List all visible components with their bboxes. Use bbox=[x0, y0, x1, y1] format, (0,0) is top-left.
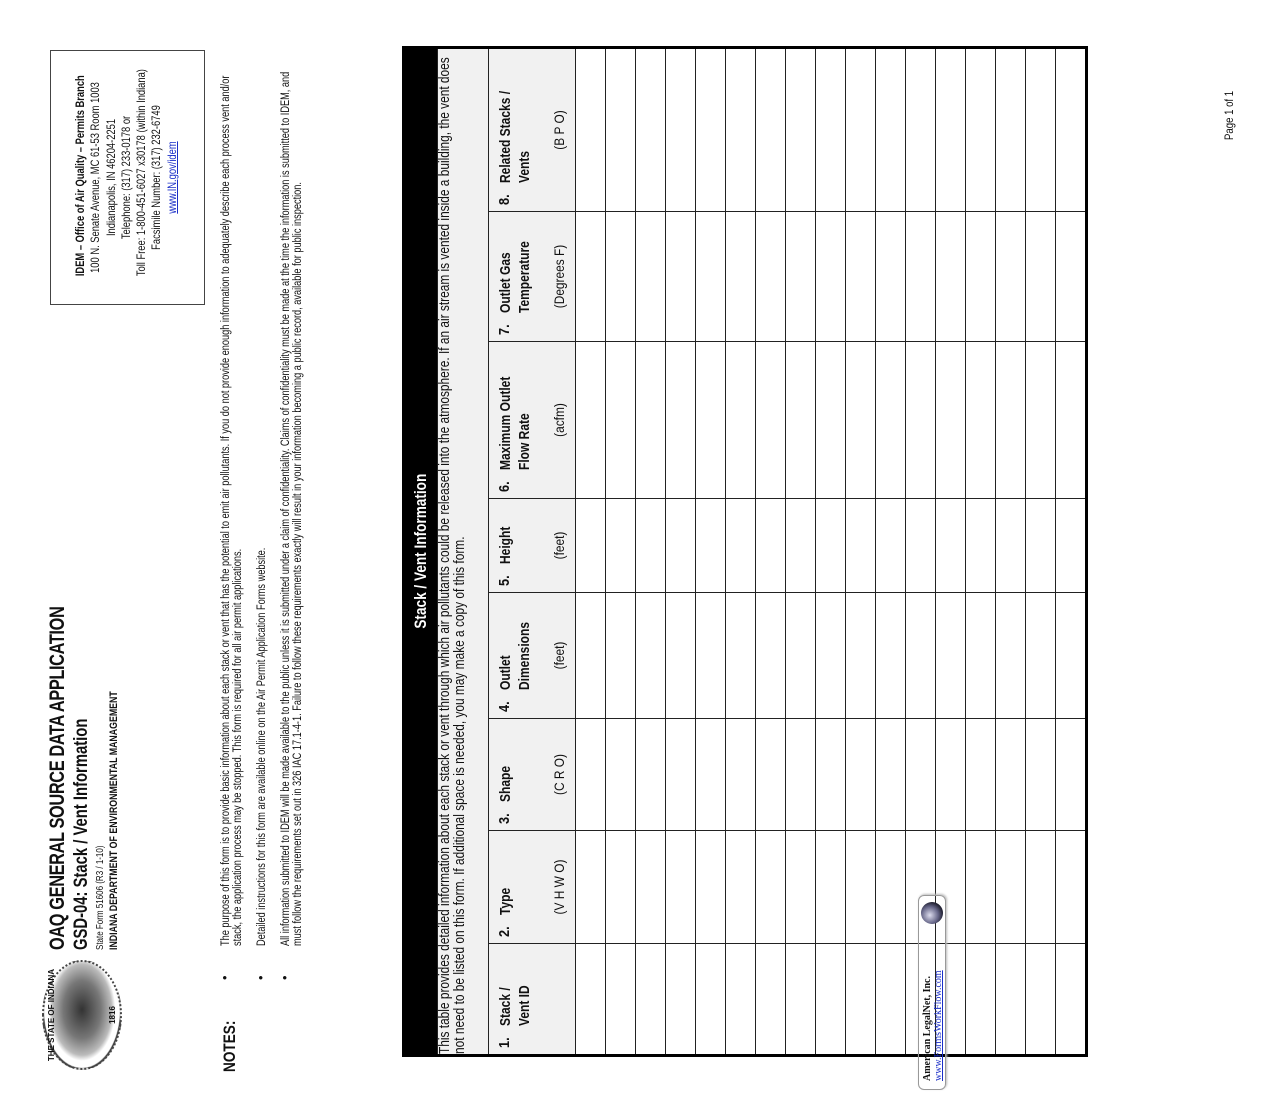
table-cell-input[interactable] bbox=[726, 212, 756, 342]
table-cell-input[interactable] bbox=[936, 47, 966, 211]
table-cell-input[interactable] bbox=[816, 499, 846, 593]
table-cell-input[interactable] bbox=[1026, 212, 1056, 342]
table-cell-input[interactable] bbox=[636, 499, 666, 593]
table-cell-input[interactable] bbox=[756, 47, 786, 211]
contact-fax: Facsimile Number: (317) 232-6749 bbox=[149, 105, 164, 250]
table-cell-input[interactable] bbox=[636, 342, 666, 499]
note-text: Detailed instructions for this form are available online on the Air Permit Application Forms website. bbox=[256, 547, 268, 946]
table-cell-input[interactable] bbox=[906, 342, 936, 499]
column-label: Shape bbox=[497, 765, 514, 802]
table-cell-input[interactable] bbox=[756, 212, 786, 342]
table-cell-input[interactable] bbox=[876, 593, 906, 719]
table-cell-input[interactable] bbox=[816, 719, 846, 831]
table-cell-input[interactable] bbox=[906, 593, 936, 719]
table-cell-input[interactable] bbox=[876, 719, 906, 831]
table-cell-input[interactable] bbox=[906, 719, 936, 831]
table-cell-input[interactable] bbox=[636, 944, 666, 1056]
stack-vent-table bbox=[402, 46, 1088, 1057]
american-legalnet-logo[interactable] bbox=[918, 895, 946, 1090]
table-row bbox=[786, 47, 816, 1055]
table-cell-input[interactable] bbox=[576, 719, 606, 831]
table-cell-input[interactable] bbox=[756, 831, 786, 944]
table-description bbox=[438, 47, 489, 1055]
column-label: Outlet Dimensions bbox=[497, 621, 533, 690]
table-cell-input[interactable] bbox=[936, 342, 966, 499]
note-item bbox=[277, 30, 304, 980]
form-title-block bbox=[46, 390, 120, 950]
column-number: 3. bbox=[496, 813, 513, 824]
table-cell-input[interactable] bbox=[996, 342, 1026, 499]
table-cell-input[interactable] bbox=[636, 47, 666, 211]
table-cell-input[interactable] bbox=[846, 944, 876, 1056]
table-cell-input[interactable] bbox=[996, 212, 1026, 342]
table-cell-input[interactable] bbox=[636, 831, 666, 944]
table-cell-input[interactable] bbox=[936, 212, 966, 342]
table-cell-input[interactable] bbox=[696, 719, 726, 831]
column-label: Maximum Outlet Flow Rate bbox=[497, 376, 533, 470]
publisher-name: American LegalNet, Inc. bbox=[922, 976, 933, 1081]
indiana-state-seal-icon bbox=[42, 960, 122, 1070]
table-cell-input[interactable] bbox=[606, 212, 636, 342]
table-cell-input[interactable] bbox=[726, 47, 756, 211]
table-cell-input[interactable] bbox=[966, 47, 996, 211]
column-header bbox=[489, 719, 576, 831]
contact-heading: IDEM – Office of Air Quality – Permits Branch bbox=[73, 75, 87, 277]
table-cell-input[interactable] bbox=[666, 47, 696, 211]
table-cell-input[interactable] bbox=[726, 593, 756, 719]
table-cell-input[interactable] bbox=[756, 499, 786, 593]
table-row bbox=[756, 47, 786, 1055]
table-title: Stack / Vent Information bbox=[411, 474, 430, 629]
table-cell-input[interactable] bbox=[996, 944, 1026, 1056]
note-item bbox=[217, 30, 244, 980]
table-cell-input[interactable] bbox=[576, 47, 606, 211]
table-cell-input[interactable] bbox=[606, 831, 636, 944]
table-cell-input[interactable] bbox=[996, 47, 1026, 211]
column-header bbox=[489, 342, 576, 499]
column-header bbox=[489, 944, 576, 1056]
page-number: Page 1 of 1 bbox=[1222, 90, 1236, 140]
column-number: 6. bbox=[496, 481, 513, 492]
table-cell-input[interactable] bbox=[606, 593, 636, 719]
form-subtitle: GSD-04: Stack / Vent Information bbox=[71, 718, 92, 950]
table-cell-input[interactable] bbox=[726, 499, 756, 593]
table-cell-input[interactable] bbox=[846, 593, 876, 719]
table-row bbox=[726, 47, 756, 1055]
column-header bbox=[489, 499, 576, 593]
column-number: 7. bbox=[496, 324, 513, 335]
table-row bbox=[666, 47, 696, 1055]
table-description-text: This table provides detailed information about each stack or vent through which air pollutants could be released into the atmosphere. If an air stream is vented inside a building, the vent does not need to be listed on this form. If additional space is needed, you may make a copy of this form. bbox=[437, 57, 468, 1054]
column-label: Height bbox=[497, 526, 514, 564]
table-row bbox=[1026, 47, 1056, 1055]
table-cell-input[interactable] bbox=[876, 47, 906, 211]
table-cell-input[interactable] bbox=[1026, 342, 1056, 499]
table-cell-input[interactable] bbox=[1056, 212, 1087, 342]
table-cell-input[interactable] bbox=[786, 944, 816, 1056]
table-cell-input[interactable] bbox=[966, 342, 996, 499]
table-cell-input[interactable] bbox=[636, 719, 666, 831]
table-cell-input[interactable] bbox=[996, 499, 1026, 593]
column-number: 2. bbox=[496, 926, 513, 937]
table-cell-input[interactable] bbox=[696, 831, 726, 944]
table-cell-input[interactable] bbox=[1026, 719, 1056, 831]
table-cell-input[interactable] bbox=[876, 499, 906, 593]
table-cell-input[interactable] bbox=[786, 719, 816, 831]
column-label: Outlet Gas Temperature bbox=[497, 241, 533, 313]
column-label: Related Stacks / Vents bbox=[497, 90, 533, 183]
column-unit: (acfm) bbox=[551, 403, 567, 437]
column-label: Type bbox=[497, 887, 514, 915]
table-cell-input[interactable] bbox=[966, 212, 996, 342]
table-cell-input[interactable] bbox=[696, 212, 726, 342]
note-item bbox=[253, 30, 268, 980]
table-cell-input[interactable] bbox=[696, 342, 726, 499]
table-cell-input[interactable] bbox=[876, 212, 906, 342]
table-cell-input[interactable] bbox=[816, 831, 846, 944]
table-row bbox=[876, 47, 906, 1055]
table-cell-input[interactable] bbox=[756, 593, 786, 719]
column-number: 4. bbox=[496, 701, 513, 712]
table-cell-input[interactable] bbox=[606, 499, 636, 593]
globe-icon bbox=[921, 902, 943, 924]
table-cell-input[interactable] bbox=[636, 212, 666, 342]
table-cell-input[interactable] bbox=[876, 944, 906, 1056]
table-cell-input[interactable] bbox=[846, 47, 876, 211]
table-cell-input[interactable] bbox=[1026, 47, 1056, 211]
table-cell-input[interactable] bbox=[666, 593, 696, 719]
table-cell-input[interactable] bbox=[1026, 593, 1056, 719]
column-header bbox=[489, 593, 576, 719]
table-cell-input[interactable] bbox=[1026, 944, 1056, 1056]
table-cell-input[interactable] bbox=[846, 499, 876, 593]
table-cell-input[interactable] bbox=[846, 212, 876, 342]
table-cell-input[interactable] bbox=[576, 212, 606, 342]
table-row bbox=[996, 47, 1026, 1055]
table-cell-input[interactable] bbox=[966, 499, 996, 593]
table-cell-input[interactable] bbox=[816, 593, 846, 719]
note-text: The purpose of this form is to provide basic information about each stack or vent that has the potential to emit air pollutants. If you do not provide enough information to adequately describe each process vent and/or stack, the application process may be stopped. This form is required for all air permit applications. bbox=[220, 75, 244, 946]
table-cell-input[interactable] bbox=[756, 342, 786, 499]
table-cell-input[interactable] bbox=[906, 47, 936, 211]
table-cell-input[interactable] bbox=[606, 342, 636, 499]
notes-list bbox=[217, 30, 316, 980]
table-cell-input[interactable] bbox=[996, 593, 1026, 719]
table-cell-input[interactable] bbox=[726, 944, 756, 1056]
table-cell-input[interactable] bbox=[876, 342, 906, 499]
table-cell-input[interactable] bbox=[816, 944, 846, 1056]
table-cell-input[interactable] bbox=[966, 944, 996, 1056]
contact-city: Indianapolis, IN 46204-2251 bbox=[103, 118, 118, 237]
column-unit: (B P O) bbox=[551, 110, 567, 150]
contact-toll-free: Toll Free: 1-800-451-6027 x30178 (within Indiana) bbox=[134, 69, 149, 277]
seal-top-text: THE STATE OF INDIANA bbox=[47, 968, 56, 1062]
table-cell-input[interactable] bbox=[786, 342, 816, 499]
table-cell-input[interactable] bbox=[1056, 719, 1087, 831]
table-cell-input[interactable] bbox=[846, 342, 876, 499]
contact-address: 100 N. Senate Avenue, MC 61-53 Room 1003 bbox=[88, 82, 103, 273]
table-cell-input[interactable] bbox=[846, 831, 876, 944]
table-cell-input[interactable] bbox=[966, 719, 996, 831]
table-cell-input[interactable] bbox=[786, 212, 816, 342]
column-unit: (C R O) bbox=[551, 754, 567, 795]
table-cell-input[interactable] bbox=[696, 944, 726, 1056]
table-cell-input[interactable] bbox=[666, 719, 696, 831]
table-cell-input[interactable] bbox=[666, 831, 696, 944]
table-cell-input[interactable] bbox=[576, 944, 606, 1056]
table-cell-input[interactable] bbox=[936, 593, 966, 719]
note-text: All information submitted to IDEM will be made available to the public unless it is submitted under a claim of confidentiality. Claims of confidentiality must be made at the time the information is submitted to IDEM, and must follow the requirements set out in 326 IAC 17.1-4-1. Failure to follow these requirements exactly will result in your information becoming a public record, available for public inspection. bbox=[280, 71, 304, 946]
table-cell-input[interactable] bbox=[786, 47, 816, 211]
table-cell-input[interactable] bbox=[606, 47, 636, 211]
column-label: Stack / Vent ID bbox=[497, 985, 533, 1026]
table-row bbox=[816, 47, 846, 1055]
table-cell-input[interactable] bbox=[1026, 831, 1056, 944]
table-cell-input[interactable] bbox=[636, 593, 666, 719]
idem-website-link[interactable]: www.IN.gov/idem bbox=[164, 141, 179, 214]
table-cell-input[interactable] bbox=[576, 342, 606, 499]
table-cell-input[interactable] bbox=[756, 719, 786, 831]
table-row bbox=[606, 47, 636, 1055]
table-cell-input[interactable] bbox=[696, 593, 726, 719]
column-unit: (Degrees F) bbox=[551, 244, 567, 309]
table-cell-input[interactable] bbox=[816, 47, 846, 211]
table-cell-input[interactable] bbox=[846, 719, 876, 831]
table-row bbox=[1056, 47, 1087, 1055]
table-cell-input[interactable] bbox=[996, 719, 1026, 831]
column-header bbox=[489, 212, 576, 342]
table-cell-input[interactable] bbox=[1026, 499, 1056, 593]
table-cell-input[interactable] bbox=[1056, 593, 1087, 719]
table-cell-input[interactable] bbox=[606, 719, 636, 831]
department-name: INDIANA DEPARTMENT OF ENVIRONMENTAL MANAGEMENT bbox=[108, 691, 120, 950]
table-cell-input[interactable] bbox=[726, 719, 756, 831]
table-cell-input[interactable] bbox=[666, 499, 696, 593]
table-cell-input[interactable] bbox=[1056, 831, 1087, 944]
table-row bbox=[846, 47, 876, 1055]
column-unit: (feet) bbox=[551, 531, 567, 560]
table-cell-input[interactable] bbox=[786, 593, 816, 719]
table-cell-input[interactable] bbox=[696, 47, 726, 211]
seal-bottom-text: 1816 bbox=[108, 1006, 117, 1024]
table-cell-input[interactable] bbox=[906, 212, 936, 342]
table-title-band bbox=[404, 47, 438, 1055]
table-cell-input[interactable] bbox=[816, 212, 846, 342]
table-row bbox=[636, 47, 666, 1055]
table-cell-input[interactable] bbox=[936, 719, 966, 831]
table-cell-input[interactable] bbox=[1056, 944, 1087, 1056]
table-cell-input[interactable] bbox=[1056, 47, 1087, 211]
table-row bbox=[696, 47, 726, 1055]
table-cell-input[interactable] bbox=[906, 499, 936, 593]
table-cell-input[interactable] bbox=[786, 831, 816, 944]
column-number: 5. bbox=[496, 575, 513, 586]
column-number: 1. bbox=[496, 1037, 513, 1048]
bullet-icon: • bbox=[277, 975, 292, 980]
table-cell-input[interactable] bbox=[696, 499, 726, 593]
table-cell-input[interactable] bbox=[576, 593, 606, 719]
table-cell-input[interactable] bbox=[936, 499, 966, 593]
column-unit: (V H W O) bbox=[551, 859, 567, 915]
table-cell-input[interactable] bbox=[966, 831, 996, 944]
state-form-number: State Form 51606 (R3 / 1-10) bbox=[95, 845, 106, 950]
column-number: 8. bbox=[496, 194, 513, 205]
notes-label: NOTES: bbox=[220, 1020, 239, 1072]
contact-box bbox=[50, 50, 205, 305]
table-cell-input[interactable] bbox=[876, 831, 906, 944]
column-header bbox=[489, 47, 576, 211]
table-cell-input[interactable] bbox=[1056, 342, 1087, 499]
table-cell-input[interactable] bbox=[666, 944, 696, 1056]
table-cell-input[interactable] bbox=[576, 831, 606, 944]
contact-telephone: Telephone: (317) 233-0178 or bbox=[118, 115, 133, 240]
table-row bbox=[966, 47, 996, 1055]
bullet-icon: • bbox=[217, 975, 232, 980]
table-cell-input[interactable] bbox=[756, 944, 786, 1056]
table-cell-input[interactable] bbox=[1056, 499, 1087, 593]
table-cell-input[interactable] bbox=[666, 342, 696, 499]
column-unit: (feet) bbox=[551, 641, 567, 670]
table-cell-input[interactable] bbox=[726, 831, 756, 944]
table-cell-input[interactable] bbox=[666, 212, 696, 342]
table-cell-input[interactable] bbox=[786, 499, 816, 593]
table-row bbox=[576, 47, 606, 1055]
table-cell-input[interactable] bbox=[966, 593, 996, 719]
table-cell-input[interactable] bbox=[816, 342, 846, 499]
table-cell-input[interactable] bbox=[606, 944, 636, 1056]
table-cell-input[interactable] bbox=[996, 831, 1026, 944]
publisher-link[interactable]: www.FormsWorkFlow.com bbox=[933, 970, 944, 1081]
form-title: OAQ GENERAL SOURCE DATA APPLICATION bbox=[46, 606, 69, 950]
table-cell-input[interactable] bbox=[576, 499, 606, 593]
table-cell-input[interactable] bbox=[726, 342, 756, 499]
bullet-icon: • bbox=[253, 975, 268, 980]
column-header bbox=[489, 831, 576, 944]
